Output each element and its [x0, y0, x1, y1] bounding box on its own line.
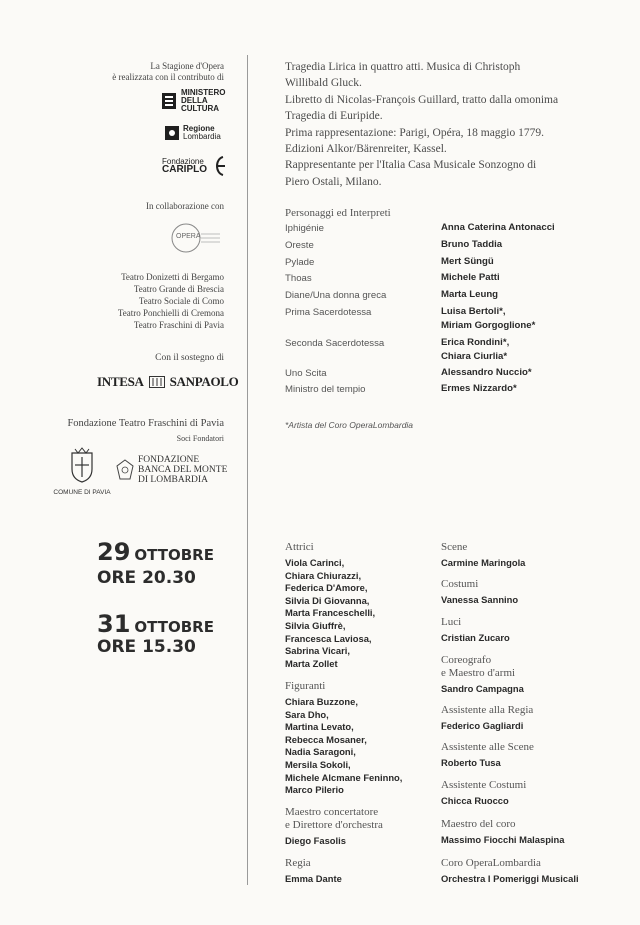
credit-names: Cristian Zucaro	[441, 632, 510, 643]
credit-names: Federico Gagliardi	[441, 720, 524, 731]
column-divider	[247, 55, 248, 885]
credit-names: Emma Dante	[285, 873, 342, 884]
actor-name: Erica Rondini*,	[441, 337, 510, 348]
credit-title: Maestro concertatore e Direttore d'orchestra	[285, 806, 383, 831]
ministero-logo	[161, 89, 225, 113]
credit-names: Chicca Ruocco	[441, 795, 509, 806]
credit-title: Maestro del coro	[441, 818, 516, 830]
banca-text: FONDAZIONE BANCA DEL MONTE DI LOMBARDIA	[138, 455, 228, 485]
soci-label: Soci Fondatori	[176, 434, 224, 443]
cariplo-text: Fondazione CARIPLO	[162, 157, 207, 175]
credit-names: Chiara Buzzone, Sara Dho, Martina Levato, Rebecca Mosaner, Nadia Saragoni, Mersila Sokoli, Michele Alcmane Feninno, Marco Pilerio	[285, 696, 403, 796]
regione-text: Regione Lombardia	[183, 124, 221, 141]
role-name: Seconda Sacerdotessa	[285, 338, 385, 349]
role-name: Prima Sacerdotessa	[285, 307, 372, 318]
banca-emblem-icon	[116, 459, 134, 481]
actor-name: Ermes Nizzardo*	[441, 383, 517, 394]
intesa-sanpaolo-logo: INTESA SANPAOLO	[97, 374, 239, 389]
credit-title: Attrici	[285, 541, 314, 553]
credit-title: Coreografo e Maestro d'armi	[441, 654, 516, 679]
season-intro: La Stagione d'Opera è realizzata con il contributo di	[112, 61, 224, 82]
role-name: Diane/Una donna greca	[285, 290, 387, 301]
credit-title: Assistente Costumi	[441, 779, 527, 791]
cariplo-emblem-icon	[211, 155, 227, 177]
credit-names: Roberto Tusa	[441, 757, 501, 768]
intesa-emblem-icon	[149, 376, 165, 388]
role-name: Uno Scita	[285, 368, 327, 379]
credit-names: Sandro Campagna	[441, 683, 524, 694]
actor-name: Luisa Bertoli*,	[441, 306, 506, 317]
ministero-emblem-icon	[161, 91, 177, 111]
credit-title: Coro OperaLombardia	[441, 857, 541, 869]
actor-name: Chiara Ciurlia*	[441, 351, 508, 362]
teatri-list: Teatro Donizetti di Bergamo Teatro Grande di Brescia Teatro Sociale di Como Teatro Ponchielli di Cremona Teatro Fraschini di Pavia	[117, 272, 224, 330]
cariplo-logo	[162, 155, 227, 177]
role-name: Thoas	[285, 273, 312, 284]
fondazione-label: Fondazione Teatro Fraschini di Pavia	[67, 418, 224, 429]
time-1: ORE 20.30	[97, 568, 196, 588]
credit-title: Luci	[441, 616, 462, 628]
regione-logo	[165, 125, 221, 141]
cast-heading: Personaggi ed Interpreti	[285, 207, 391, 219]
role-name: Iphigénie	[285, 223, 324, 234]
credit-names: Viola Carinci, Chiara Chiurazzi, Federica D'Amore, Silvia Di Giovanna, Marta Franceschelli, Silvia Giuffrè, Francesca Laviosa, Sabrina Vicari, Marta Zollet	[285, 557, 376, 669]
banca-monte-logo	[116, 455, 227, 485]
opera-intro: Tragedia Lirica in quattro atti. Musica di Christoph Willibald Gluck. Libretto di Nicolas-François Guillard, tratto dalla omonima Tragedia di Euripide. Prima rappresentazione: Parigi, Opéra, 18 maggio 1779. Edizioni Alkor/Bärenreiter, Kassel. Rappresentante per l'Italia Casa Musicale Sonzogno di Piero Ostali, Milano.	[285, 61, 559, 188]
actor-name: Bruno Taddia	[441, 239, 503, 250]
role-name: Ministro del tempio	[285, 384, 366, 395]
credit-title: Costumi	[441, 578, 479, 590]
sostegno-label: Con il sostegno di	[155, 353, 224, 363]
credit-names: Carmine Maringola	[441, 557, 526, 568]
actor-name: Michele Patti	[441, 272, 500, 283]
time-2: ORE 15.30	[97, 637, 196, 657]
credit-names: Diego Fasolis	[285, 835, 346, 846]
ministero-text: MINISTERO DELLA CULTURA	[181, 88, 226, 113]
date-1: 29 OTTOBRE	[97, 538, 214, 566]
credit-names: Orchestra I Pomeriggi Musicali	[441, 873, 579, 884]
comune-pavia-logo: COMUNE DI PAVIA	[52, 447, 112, 496]
regione-emblem-icon	[165, 126, 179, 140]
cast-footnote: *Artista del Coro OperaLombardia	[285, 420, 414, 430]
credit-title: Assistente alle Scene	[441, 741, 534, 753]
actor-name: Marta Leung	[441, 289, 499, 300]
actor-name: Anna Caterina Antonacci	[441, 222, 555, 233]
credit-title: Scene	[441, 541, 468, 553]
credit-title: Assistente alla Regia	[441, 704, 534, 716]
role-name: Oreste	[285, 240, 314, 251]
actor-name: Mert Süngü	[441, 256, 494, 267]
role-name: Pylade	[285, 257, 315, 268]
credit-title: Regia	[285, 857, 311, 869]
credit-title: Figuranti	[285, 680, 326, 692]
credit-names: Massimo Fiocchi Malaspina	[441, 834, 565, 845]
credit-names: Vanessa Sannino	[441, 594, 519, 605]
opera-lombardia-logo: OPERA	[170, 222, 222, 259]
collab-label: In collaborazione con	[146, 201, 224, 211]
actor-name: Alessandro Nuccio*	[441, 367, 532, 378]
pavia-crest-icon	[69, 447, 95, 483]
actor-name: Miriam Gorgoglione*	[441, 320, 536, 331]
date-2: 31 OTTOBRE	[97, 610, 214, 638]
